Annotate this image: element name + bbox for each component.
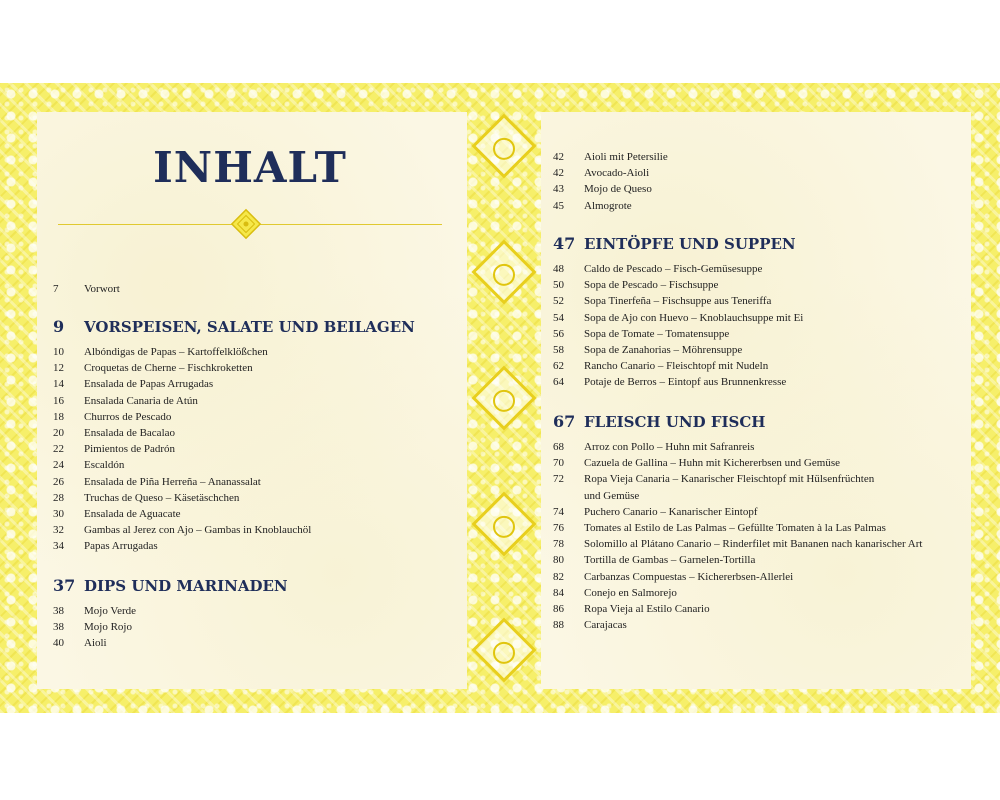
- entry-title: Almogrote: [584, 199, 632, 212]
- entry-title: Churros de Pescado: [84, 410, 172, 423]
- page-number: 7: [53, 283, 59, 295]
- entry-title: Potaje de Berros – Eintopf aus Brunnenkresse: [584, 376, 787, 389]
- entry-title: Carbanzas Compuestas – Kichererbsen-Allerlei: [584, 570, 794, 583]
- page-number: 30: [53, 508, 64, 520]
- entry-title: Puchero Canario – Kanarischer Eintopf: [584, 505, 758, 518]
- page-number: 54: [553, 311, 564, 324]
- page-number: 14: [53, 378, 64, 391]
- page-number: 86: [553, 603, 564, 615]
- section-title: FLEISCH UND FISCH: [584, 413, 766, 431]
- entry-title: Ensalada de Papas Arrugadas: [84, 378, 214, 391]
- page-number: 62: [553, 360, 564, 373]
- entry-title: Albóndigas de Papas – Kartoffelklößchen: [84, 346, 268, 358]
- page-number: 45: [553, 199, 564, 212]
- entry-title: Mojo de Queso: [584, 183, 652, 196]
- page-number: 88: [553, 619, 564, 632]
- page-number: 68: [553, 441, 564, 453]
- entry-title: Aioli: [84, 637, 107, 650]
- entry-title: Ropa Vieja al Estilo Canario: [584, 603, 710, 615]
- entry-title: Ensalada Canaria de Atún: [84, 394, 198, 407]
- page-number: 48: [553, 263, 564, 275]
- section-title: EINTÖPFE UND SUPPEN: [584, 235, 796, 253]
- section-title: VORSPEISEN, SALATE UND BEILAGEN: [84, 318, 415, 336]
- page-number: 10: [53, 346, 64, 358]
- entry-title: Croquetas de Cherne – Fischkroketten: [84, 362, 253, 375]
- tile-ornament: [471, 365, 536, 430]
- entry-title: Tomates al Estilo de Las Palmas – Gefüllte Tomaten à la Las Palmas: [584, 522, 886, 534]
- entry-title: Mojo Verde: [84, 605, 137, 617]
- page-number: 70: [553, 457, 564, 470]
- page-number: 80: [553, 554, 564, 567]
- entry-title: Rancho Canario – Fleischtopf mit Nudeln: [584, 360, 769, 373]
- entry-title: Vorwort: [84, 283, 120, 295]
- entry-title: Sopa Tinerfeña – Fischsuppe aus Teneriffa: [584, 295, 772, 308]
- page-number: 20: [53, 427, 64, 439]
- section-title: DIPS UND MARINADEN: [84, 577, 288, 595]
- entry-title: Caldo de Pescado – Fisch-Gemüsesuppe: [584, 263, 763, 275]
- entry-title: Ensalada de Piña Herreña – Ananassalat: [84, 475, 261, 488]
- entry-title: Arroz con Pollo – Huhn mit Safranreis: [584, 441, 755, 453]
- entry-title: Sopa de Tomate – Tomatensuppe: [584, 327, 730, 340]
- entry-title: Solomillo al Plátano Canario – Rinderfilet mit Bananen nach kanarischer Art: [584, 538, 923, 551]
- entry-title: Conejo en Salmorejo: [584, 586, 677, 599]
- page-number: 64: [553, 376, 564, 389]
- section-page-number: 37: [53, 576, 76, 595]
- entry-title: Avocado-Aioli: [584, 167, 650, 180]
- page-number: 84: [553, 586, 564, 599]
- page-number: 38: [53, 621, 64, 634]
- entry-title: Pimientos de Padrón: [84, 443, 176, 456]
- page-number: 72: [553, 473, 564, 486]
- entry-title: Aioli mit Petersilie: [584, 151, 668, 163]
- page-number: 78: [553, 538, 564, 551]
- entry-title: Ensalada de Aguacate: [84, 508, 181, 520]
- page-number: 42: [553, 151, 564, 163]
- tile-ornament: [471, 617, 536, 682]
- page-number: 34: [53, 540, 64, 553]
- page-number: 28: [53, 491, 64, 504]
- entry-title: Cazuela de Gallina – Huhn mit Kichererbsen und Gemüse: [584, 457, 840, 470]
- page-number: 43: [553, 183, 564, 196]
- entry-title: Tortilla de Gambas – Garnelen-Tortilla: [584, 554, 756, 567]
- entry-title: und Gemüse: [584, 489, 640, 502]
- page-number: 24: [53, 459, 64, 472]
- page-number: 82: [553, 570, 564, 583]
- entry-title: Ensalada de Bacalao: [84, 427, 176, 439]
- page-number: 38: [53, 605, 64, 617]
- page-number: 16: [53, 394, 64, 407]
- page-number: 52: [553, 295, 564, 308]
- section-page-number: 67: [553, 412, 576, 431]
- tile-ornament: [471, 491, 536, 556]
- page-title: INHALT: [153, 143, 347, 192]
- page-number: 56: [553, 327, 564, 340]
- entry-title: Sopa de Ajo con Huevo – Knoblauchsuppe mit Ei: [584, 311, 804, 324]
- page-number: 26: [53, 475, 64, 488]
- tile-ornament: [471, 239, 536, 304]
- gutter-ornament: [467, 83, 541, 713]
- page-number: 12: [53, 362, 64, 375]
- page-number: 76: [553, 522, 564, 534]
- page-number: 74: [553, 505, 564, 518]
- entry-title: Gambas al Jerez con Ajo – Gambas in Knoblauchöl: [84, 524, 312, 537]
- entry-title: Escaldón: [84, 459, 125, 472]
- section-page-number: 9: [53, 317, 65, 336]
- page-number: 18: [53, 410, 64, 423]
- page-number: 40: [53, 637, 64, 650]
- entry-title: Sopa de Pescado – Fischsuppe: [584, 279, 719, 292]
- page-number: 50: [553, 279, 564, 292]
- entry-title: Sopa de Zanahorias – Möhrensuppe: [584, 344, 743, 356]
- section-page-number: 47: [553, 234, 576, 253]
- entry-title: Ropa Vieja Canaria – Kanarischer Fleischtopf mit Hülsenfrüchten: [584, 473, 875, 486]
- entry-title: Carajacas: [584, 619, 627, 632]
- diamond-ornament-icon: [229, 207, 263, 241]
- page-number: 42: [553, 167, 564, 180]
- page-number: 58: [553, 344, 564, 356]
- tile-ornament: [471, 113, 536, 178]
- entry-title: Mojo Rojo: [84, 621, 132, 634]
- page-number: 32: [53, 524, 64, 537]
- entry-title: Papas Arrugadas: [84, 540, 158, 553]
- entry-title: Truchas de Queso – Käsetäschchen: [84, 491, 240, 504]
- page-number: 22: [53, 443, 64, 456]
